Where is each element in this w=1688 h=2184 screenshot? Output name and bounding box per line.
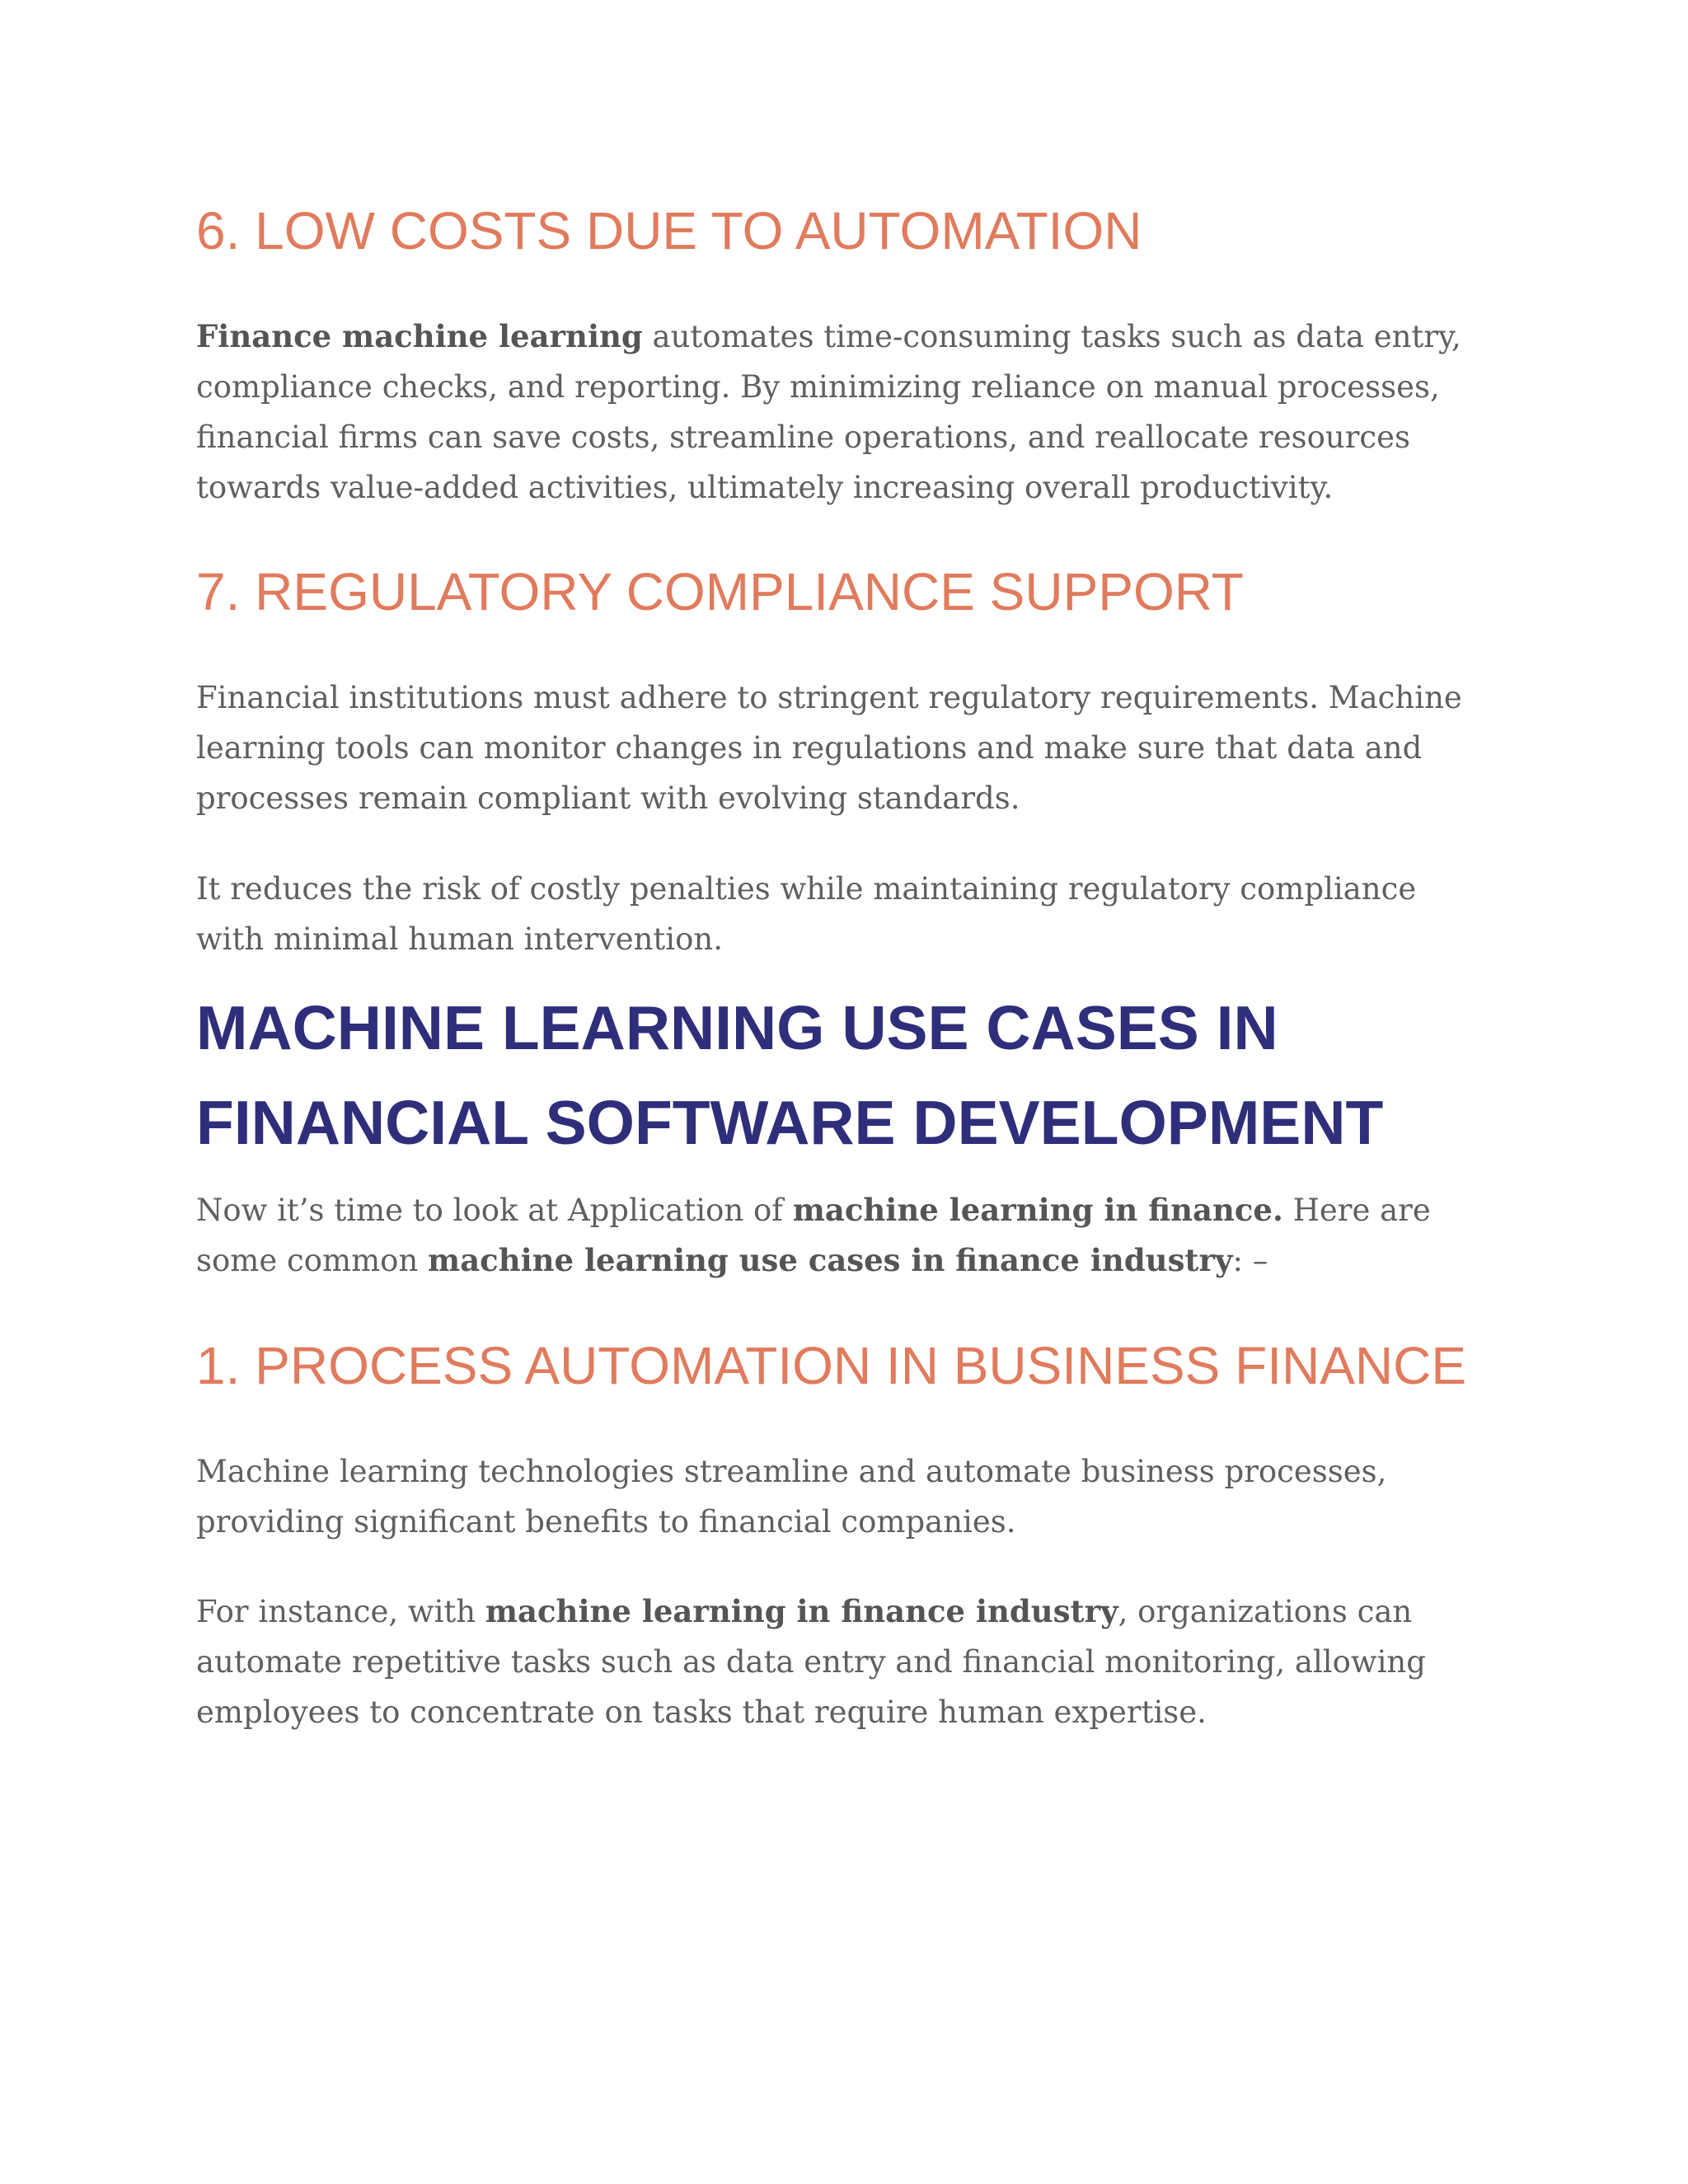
paragraph-line: employees to concentrate on tasks that require human expertise. [196, 1694, 1207, 1730]
text-run: automates time-consuming tasks such as data entry, [642, 319, 1461, 354]
paragraph-line: automate repetitive tasks such as data entry and financial monitoring, allowing [196, 1644, 1426, 1680]
text-run: : – [1232, 1243, 1268, 1278]
paragraph-line [196, 1586, 1515, 1637]
use-case-1-paragraph-2 [196, 1586, 1515, 1737]
section-6-heading: 6. LOW COSTS DUE TO AUTOMATION [196, 201, 1142, 260]
paragraph-line: with minimal human intervention. [196, 921, 723, 957]
section-7-heading: 7. REGULATORY COMPLIANCE SUPPORT [196, 562, 1244, 621]
paragraph-line: It reduces the risk of costly penalties while maintaining regulatory compliance [196, 871, 1417, 907]
paragraph-line: Machine learning technologies streamline and automate business processes, [196, 1454, 1387, 1489]
use-cases-heading [196, 981, 1383, 1170]
paragraph-line: Financial institutions must adhere to stringent regulatory requirements. Machine [196, 680, 1462, 715]
paragraph-line: towards value-added activities, ultimately increasing overall productivity. [196, 470, 1334, 505]
paragraph-line [196, 1235, 1515, 1286]
paragraph-line: processes remain compliant with evolving standards. [196, 780, 1020, 816]
heading-line: MACHINE LEARNING USE CASES IN [196, 993, 1278, 1062]
bold-term: Finance machine learning [196, 318, 643, 354]
bold-term: machine learning in finance industry [485, 1593, 1118, 1629]
use-cases-intro [196, 1185, 1515, 1286]
section-7-paragraph-2 [196, 864, 1515, 964]
paragraph-line [196, 312, 1515, 362]
paragraph-line: compliance checks, and reporting. By minimizing reliance on manual processes, [196, 369, 1440, 405]
paragraph-line [196, 1185, 1515, 1235]
paragraph-line: financial firms can save costs, streamline operations, and reallocate resources [196, 419, 1411, 455]
bold-term: machine learning in finance. [792, 1192, 1283, 1228]
text-run: Now it’s time to look at Application of [196, 1193, 793, 1228]
text-run: For instance, with [196, 1594, 485, 1629]
text-run: Here are [1282, 1193, 1431, 1228]
bold-term: machine learning use cases in finance industry [428, 1242, 1233, 1278]
paragraph-line: providing significant benefits to financial companies. [196, 1504, 1016, 1540]
heading-line: FINANCIAL SOFTWARE DEVELOPMENT [196, 1088, 1384, 1157]
section-7-paragraph-1 [196, 673, 1515, 823]
text-run: , organizations can [1118, 1594, 1413, 1629]
paragraph-line: learning tools can monitor changes in regulations and make sure that data and [196, 730, 1423, 766]
use-case-1-paragraph-1 [196, 1446, 1515, 1547]
section-6-paragraph [196, 312, 1515, 513]
text-run: some common [196, 1243, 429, 1278]
use-case-1-heading: 1. PROCESS AUTOMATION IN BUSINESS FINANCE [196, 1336, 1467, 1395]
